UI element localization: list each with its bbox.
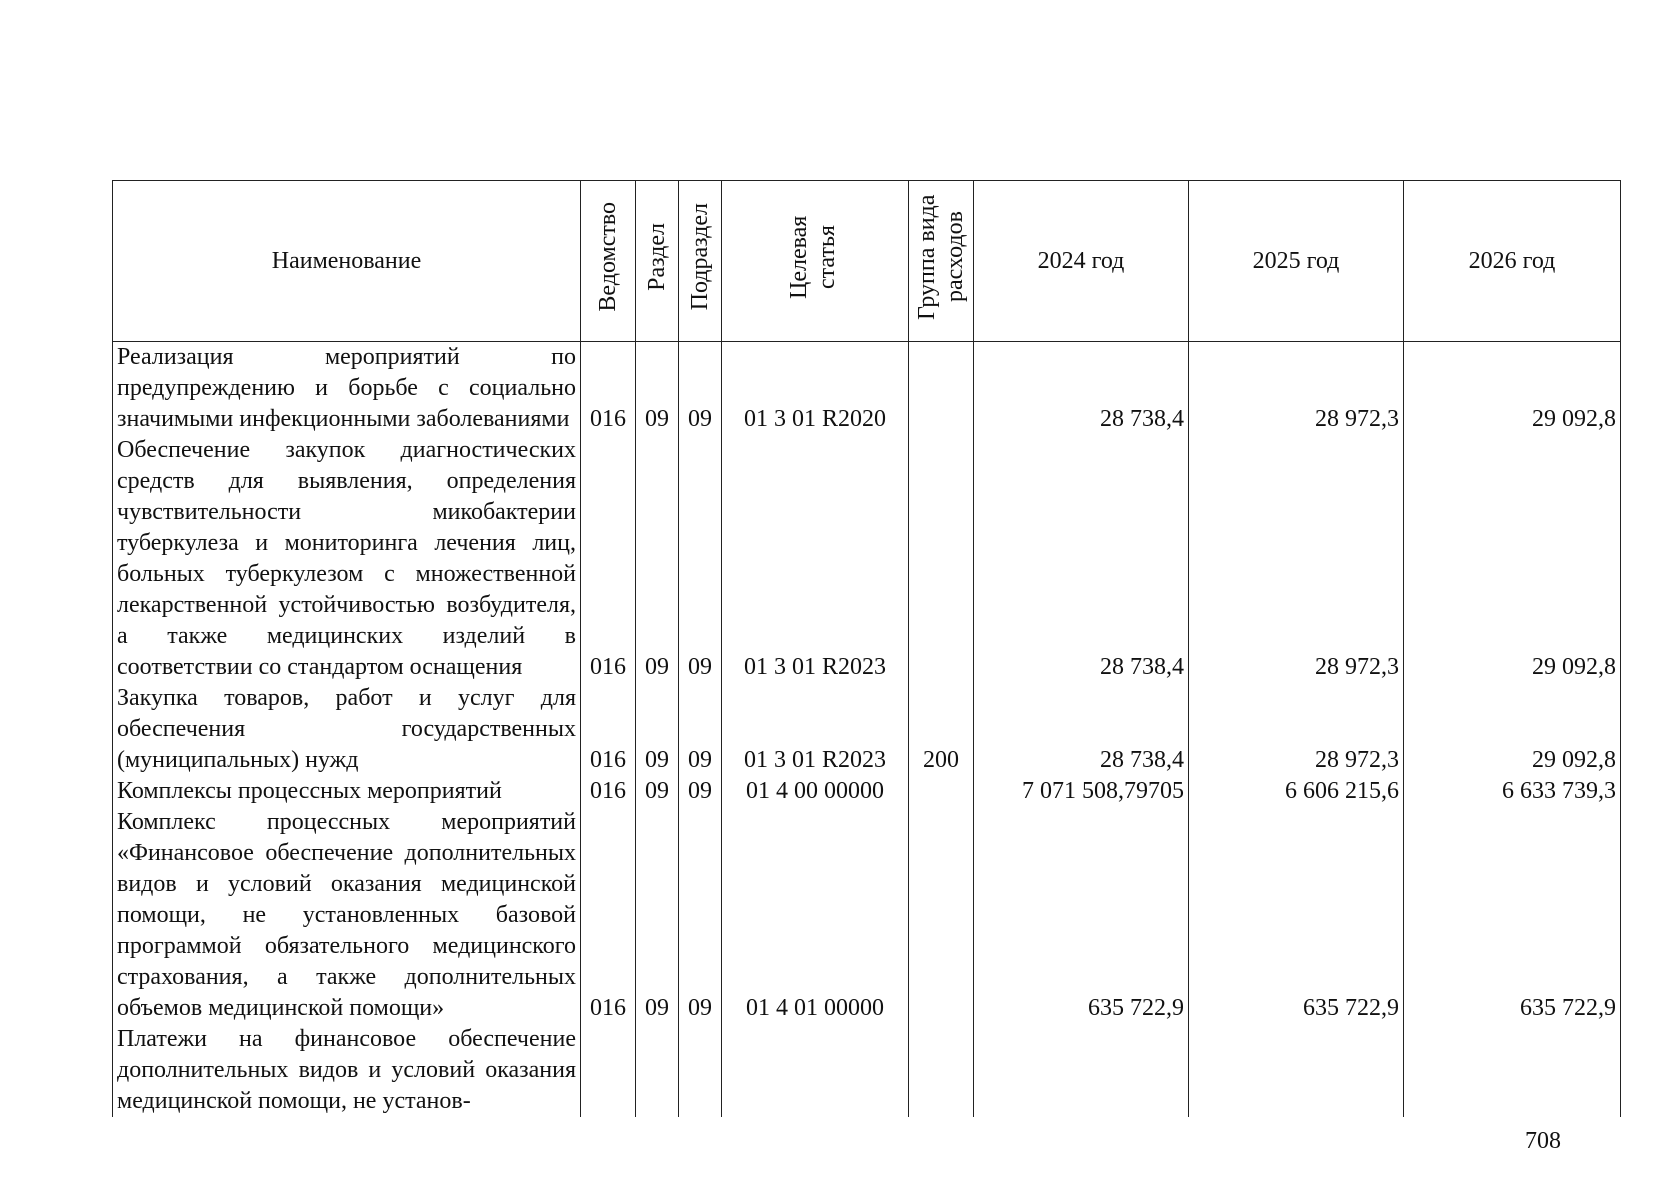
row-2026: 29 092,8 <box>1404 435 1621 683</box>
row-2025: 635 722,9 <box>1189 807 1404 1024</box>
row-name: Закупка товаров, работ и услуг для обеспечения государственных (муниципальных) нужд <box>113 683 581 776</box>
row-2024: 28 738,4 <box>974 342 1189 436</box>
row-2026 <box>1404 1024 1621 1117</box>
row-podrazdel: 09 <box>679 342 722 436</box>
row-razdel: 09 <box>636 435 679 683</box>
row-podrazdel: 09 <box>679 807 722 1024</box>
row-name: Комплексы процессных мероприятий <box>113 776 581 807</box>
row-2024: 28 738,4 <box>974 435 1189 683</box>
header-podrazdel: Подраздел <box>679 181 722 342</box>
header-vedomstvo: Ведомство <box>581 181 636 342</box>
row-vedomstvo <box>581 1024 636 1117</box>
row-celevaya-statya: 01 3 01 R2023 <box>722 683 909 776</box>
row-razdel: 09 <box>636 776 679 807</box>
row-celevaya-statya: 01 3 01 R2020 <box>722 342 909 436</box>
row-celevaya-statya: 01 3 01 R2023 <box>722 435 909 683</box>
row-name: Платежи на финансовое обеспечение дополнительных видов и условий оказания медицинской помощи, не установ- <box>113 1024 581 1117</box>
row-podrazdel: 09 <box>679 683 722 776</box>
table-row <box>113 342 1621 436</box>
row-vid-rashodov <box>909 342 974 436</box>
table-row <box>113 807 1621 1024</box>
page-number: 708 <box>1525 1128 1561 1154</box>
row-2026: 29 092,8 <box>1404 683 1621 776</box>
row-celevaya-statya: 01 4 01 00000 <box>722 807 909 1024</box>
row-2025 <box>1189 1024 1404 1117</box>
header-2026: 2026 год <box>1404 181 1621 342</box>
table-row <box>113 776 1621 807</box>
header-row <box>113 181 1621 342</box>
header-name: Наименование <box>113 181 581 342</box>
row-2025: 28 972,3 <box>1189 683 1404 776</box>
row-celevaya-statya: 01 4 00 00000 <box>722 776 909 807</box>
row-2025: 6 606 215,6 <box>1189 776 1404 807</box>
row-name: Комплекс процессных мероприятий «Финансовое обеспечение дополнительных видов и условий оказания медицинской помощи, не установленных базовой программой обязательного медицинского страхования, а также дополнительных объемов медицинской помощи» <box>113 807 581 1024</box>
row-2026: 29 092,8 <box>1404 342 1621 436</box>
row-2025: 28 972,3 <box>1189 342 1404 436</box>
row-name: Обеспечение закупок диагностических средств для выявления, определения чувствительности микобактерии туберкулеза и мониторинга лечения лиц, больных туберкулезом с множественной лекарственной устойчивостью возбудителя, а также медицинских изделий в соответствии со стандартом оснащения <box>113 435 581 683</box>
row-2024: 28 738,4 <box>974 683 1189 776</box>
row-podrazdel: 09 <box>679 435 722 683</box>
row-razdel: 09 <box>636 683 679 776</box>
row-vedomstvo: 016 <box>581 776 636 807</box>
row-vedomstvo: 016 <box>581 807 636 1024</box>
row-vid-rashodov <box>909 435 974 683</box>
header-gruppa-vida-rashodov: Группа вида расходов <box>909 181 974 342</box>
row-vedomstvo: 016 <box>581 342 636 436</box>
row-2024: 635 722,9 <box>974 807 1189 1024</box>
row-vid-rashodov <box>909 807 974 1024</box>
row-razdel: 09 <box>636 342 679 436</box>
row-vid-rashodov <box>909 1024 974 1117</box>
table-row <box>113 435 1621 683</box>
row-razdel: 09 <box>636 807 679 1024</box>
header-2025: 2025 год <box>1189 181 1404 342</box>
header-2024: 2024 год <box>974 181 1189 342</box>
row-2026: 635 722,9 <box>1404 807 1621 1024</box>
row-2025: 28 972,3 <box>1189 435 1404 683</box>
header-celevaya-statya: Целевая статья <box>722 181 909 342</box>
header-razdel: Раздел <box>636 181 679 342</box>
row-2026: 6 633 739,3 <box>1404 776 1621 807</box>
row-podrazdel: 09 <box>679 776 722 807</box>
row-vedomstvo: 016 <box>581 435 636 683</box>
row-celevaya-statya <box>722 1024 909 1117</box>
table-row <box>113 1024 1621 1117</box>
budget-table <box>112 180 1621 1117</box>
row-vid-rashodov <box>909 776 974 807</box>
table-row <box>113 683 1621 776</box>
row-2024: 7 071 508,79705 <box>974 776 1189 807</box>
row-vid-rashodov: 200 <box>909 683 974 776</box>
row-name: Реализация мероприятий по предупреждению и борьбе с социально значимыми инфекционными заболеваниями <box>113 342 581 436</box>
row-2024 <box>974 1024 1189 1117</box>
row-podrazdel <box>679 1024 722 1117</box>
row-razdel <box>636 1024 679 1117</box>
row-vedomstvo: 016 <box>581 683 636 776</box>
